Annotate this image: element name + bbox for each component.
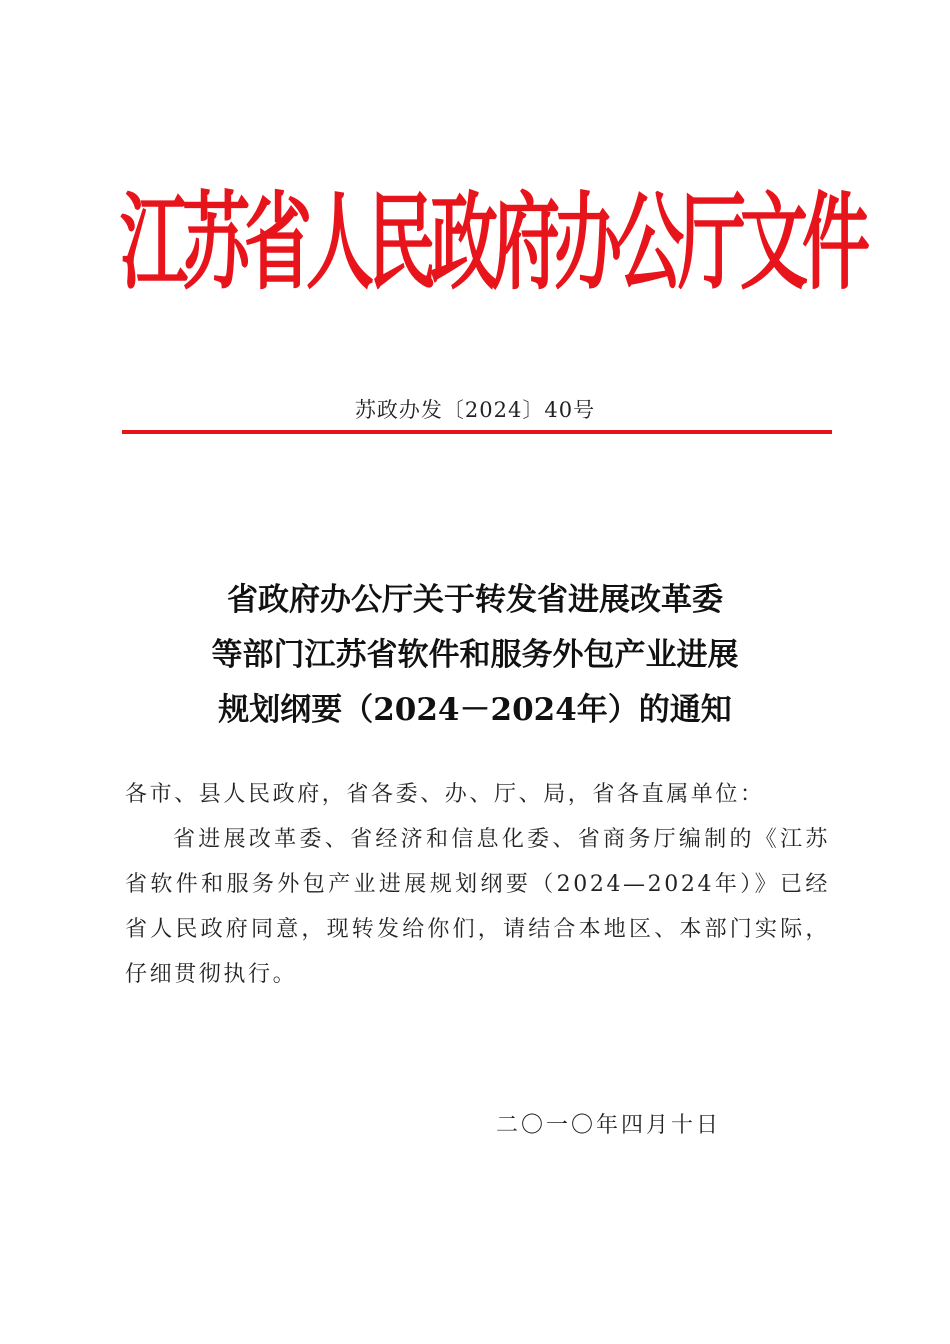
- body-paragraph: 省进展改革委、省经济和信息化委、省商务厅编制的《江苏省软件和服务外包产业进展规划纲要（2024—2024年）》已经省人民政府同意，现转发给你们，请结合本地区、本部门实际，仔细贯彻执行。: [125, 827, 830, 987]
- document-number: 苏政办发〔2024〕40号: [354, 398, 596, 422]
- issue-date: 二〇一〇年四月十日: [496, 1113, 722, 1138]
- document-masthead: 江苏省人民政府办公厅文件: [120, 183, 865, 306]
- title-line-2: 等部门江苏省软件和服务外包产业进展: [211, 637, 739, 673]
- document-body: [125, 772, 830, 997]
- document-title: [120, 573, 830, 738]
- red-divider-line: [122, 430, 832, 434]
- title-line-3: 规划纲要（2024－2024年）的通知: [218, 692, 732, 728]
- salutation: 各市、县人民政府，省各委、办、厅、局，省各直属单位：: [125, 782, 765, 807]
- title-line-1: 省政府办公厅关于转发省进展改革委: [227, 582, 723, 618]
